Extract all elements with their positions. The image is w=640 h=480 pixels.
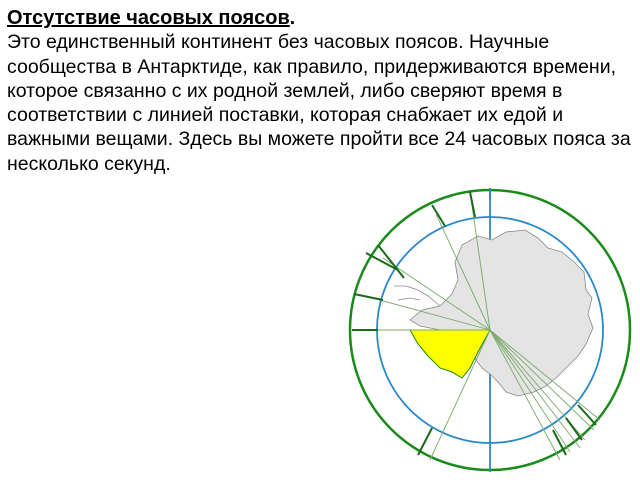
text-block [7, 6, 635, 176]
antarctica-time-zones-map [345, 180, 637, 480]
peninsula-lower [398, 298, 420, 300]
antarctica-continent [410, 230, 593, 396]
heading-punctuation: . [289, 7, 296, 29]
body-paragraph: Это единственный континент без часовых поясов. Научные сообщества в Антарктиде, как правило, придерживаются времени, которое связанно с их родной землей, либо сверяют время в соответствии с линией поставки, которая снабжает их едой и важными вещами. Здесь вы можете пройти все 24 часовых пояса за несколько секунд. [7, 31, 631, 175]
peninsula-upper [394, 286, 440, 306]
slide-heading: Отсутствие часовых поясов [7, 7, 290, 29]
